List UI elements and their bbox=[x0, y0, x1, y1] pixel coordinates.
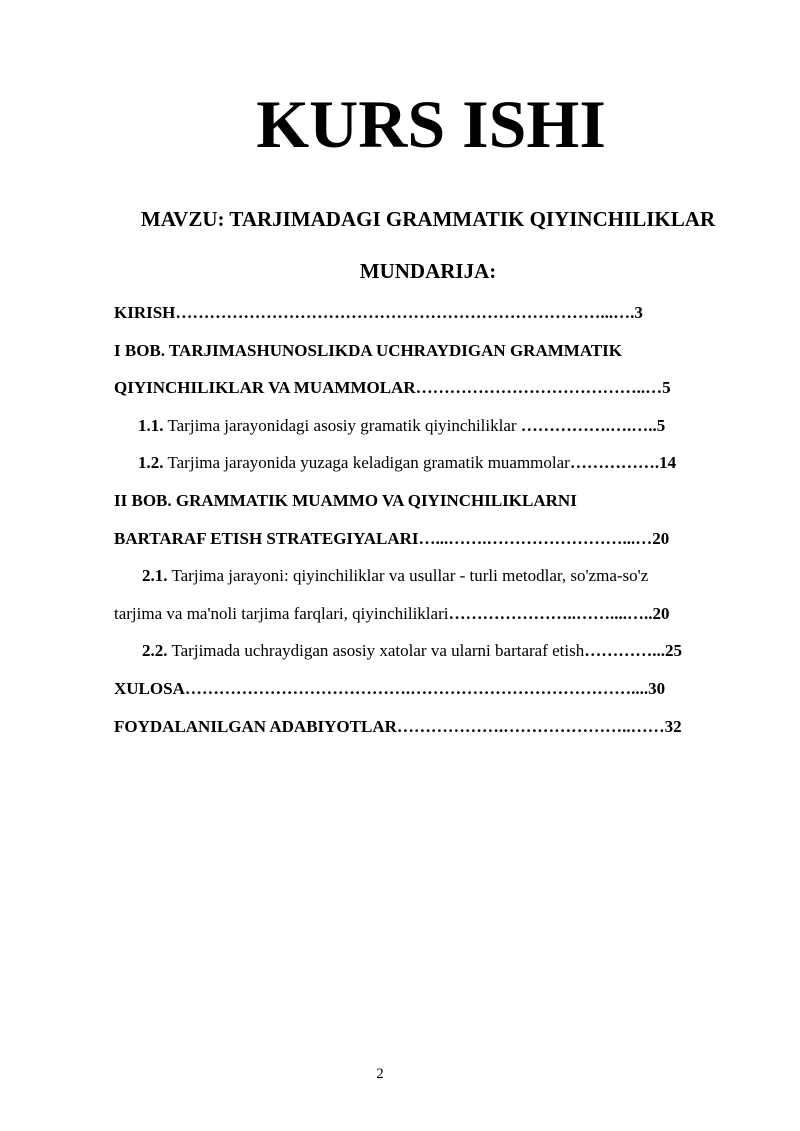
toc-entry-text: Tarjimada uchraydigan asosiy xatolar va ularni bartaraf etish bbox=[167, 641, 585, 661]
toc-entry-text: QIYINCHILIKLAR VA MUAMMOLAR…………………………………..…5 bbox=[114, 378, 671, 398]
toc-entry-chapter-1 bbox=[114, 336, 744, 374]
toc-entry-text: Tarjima jarayonida yuzaga keladigan gramatik muammolar bbox=[163, 453, 570, 473]
page-number-text: 2 bbox=[376, 1066, 384, 1082]
page-number bbox=[0, 1062, 800, 1086]
toc-entry-text: tarjima va ma'noli tarjima farqlari, qiyinchiliklari bbox=[114, 603, 449, 623]
toc-heading: MUNDARIJA: bbox=[359, 259, 497, 283]
toc-leader: …………………..……....…..20 bbox=[448, 603, 670, 623]
toc-entry-2-2 bbox=[114, 636, 744, 674]
toc-entry-text: II BOB. GRAMMATIK MUAMMO VA QIYINCHILIKLARNI bbox=[114, 490, 577, 510]
toc-section-number: 1.1. bbox=[138, 415, 164, 435]
toc-entry-1-1 bbox=[114, 411, 744, 449]
toc-section-number: 2.2. bbox=[142, 641, 168, 661]
toc-section-number: 2.1. bbox=[142, 566, 168, 586]
toc-entry-text: XULOSA………………………………….…………………………………....30 bbox=[114, 678, 666, 698]
toc-entry-text: KIRISH…………………………………………………………………...….3 bbox=[114, 303, 643, 322]
toc-entry-chapter-2-cont bbox=[114, 524, 744, 562]
table-of-contents bbox=[114, 298, 744, 749]
toc-entry-text: I BOB. TARJIMASHUNOSLIKDA UCHRAYDIGAN GRAMMATIK bbox=[114, 340, 623, 360]
toc-entry-text: BARTARAF ETISH STRATEGIYALARI…...…….……………………...…20 bbox=[114, 528, 670, 548]
toc-leader: …………….….…..5 bbox=[520, 415, 666, 435]
toc-leader: …………...25 bbox=[584, 641, 682, 661]
toc-entry-chapter-2 bbox=[114, 486, 744, 524]
toc-entry-text: Tarjima jarayoni: qiyinchiliklar va usullar - turli metodlar, so'zma-so'z bbox=[167, 566, 649, 586]
toc-entry-text: Tarjima jarayonidagi asosiy gramatik qiyinchiliklar bbox=[163, 415, 521, 435]
toc-entry-chapter-1-cont bbox=[114, 373, 744, 411]
toc-leader: …………….14 bbox=[569, 453, 677, 473]
toc-entry-2-1 bbox=[114, 561, 744, 599]
toc-entry-2-1-cont bbox=[114, 599, 744, 637]
toc-section-number: 1.2. bbox=[138, 453, 164, 473]
toc-entry-xulosa bbox=[114, 674, 744, 712]
toc-entry-1-2 bbox=[114, 448, 744, 486]
document-title: KURS ISHI bbox=[256, 86, 606, 162]
toc-entry-text: FOYDALANILGAN ADABIYOTLAR……………….…………………..……32 bbox=[114, 716, 682, 736]
topic-heading: MAVZU: TARJIMADAGI GRAMMATIK QIYINCHILIKLAR bbox=[140, 207, 716, 231]
toc-entry-kirish bbox=[114, 298, 744, 336]
toc-entry-references bbox=[114, 712, 744, 750]
